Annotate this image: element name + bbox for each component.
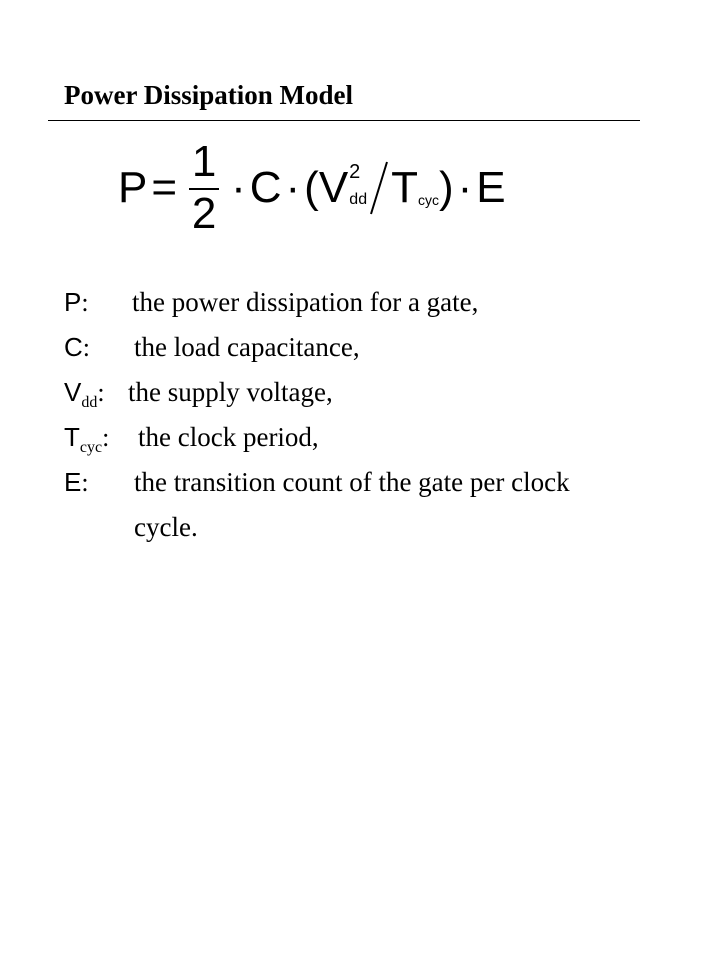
formula-voltage: V: [318, 163, 349, 212]
definition-text: the supply voltage,: [128, 377, 333, 407]
formula-dot: ·: [285, 163, 301, 212]
definition-text: the clock period,: [138, 422, 319, 452]
definition-term: C:: [64, 332, 91, 362]
formula-capacitance: C: [249, 163, 282, 212]
formula-voltage-subscript: dd: [349, 191, 368, 208]
definition-item: [64, 460, 684, 542]
formula-transition-count: E: [476, 163, 506, 212]
definition-text: the transition count of the gate per clock: [134, 467, 570, 497]
formula-dot: ·: [231, 163, 246, 212]
definition-term: E:: [64, 467, 89, 497]
formula-period-subscript: cyc: [417, 192, 439, 208]
fraction-denominator: 2: [191, 189, 217, 238]
definition-item: [64, 280, 684, 325]
definition-term: P:: [64, 287, 89, 317]
slide-title: Power Dissipation Model: [64, 80, 353, 110]
fraction-numerator: 1: [191, 137, 217, 186]
definitions-list: [64, 280, 684, 542]
definition-term: $T_{cyc}$:: [64, 422, 110, 456]
definition-term: $V_{dd}$:: [64, 377, 105, 411]
formula-fraction: [187, 137, 221, 238]
definition-item: [64, 370, 684, 415]
formula-dot: ·: [457, 163, 473, 212]
power-formula: [118, 138, 506, 238]
formula-open-paren: (: [304, 163, 319, 212]
formula-division-slash: [369, 160, 389, 216]
definition-item: [64, 415, 684, 460]
title-divider: [48, 120, 640, 121]
formula-power-symbol: P: [118, 163, 148, 212]
formula-period: T: [391, 163, 418, 212]
formula-voltage-exponent: 2: [349, 161, 361, 183]
formula-close-paren: ): [438, 163, 454, 212]
formula-equals: =: [151, 163, 178, 212]
definition-text-continuation: cycle.: [134, 512, 198, 542]
definition-item: [64, 325, 684, 370]
definition-text: the load capacitance,: [134, 332, 360, 362]
definition-text: the power dissipation for a gate,: [132, 287, 479, 317]
